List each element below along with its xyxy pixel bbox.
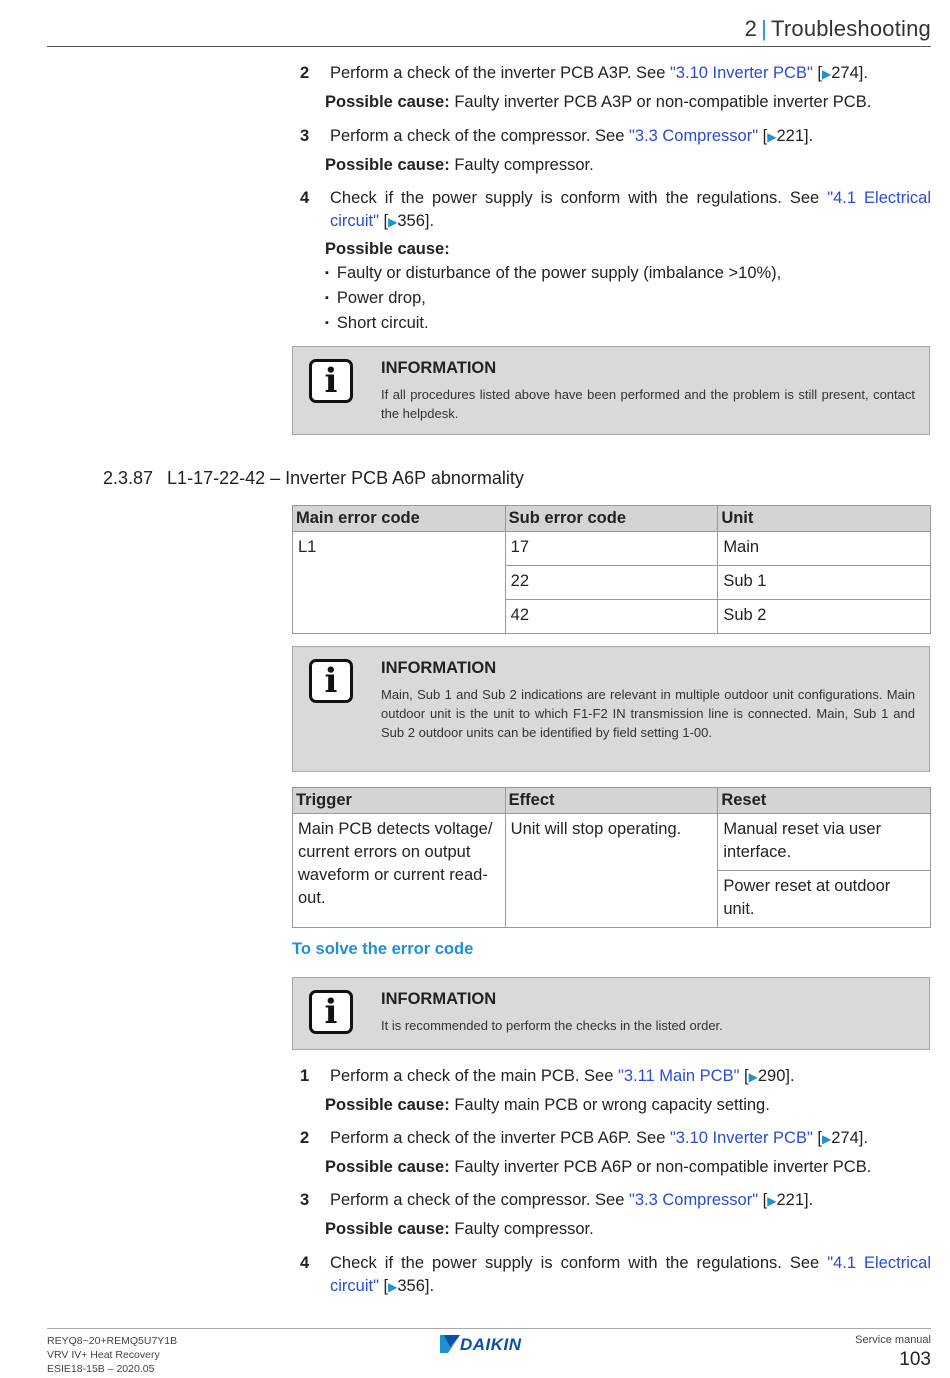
information-icon: i <box>309 659 353 703</box>
step-punct: . <box>863 64 868 82</box>
table-header-row <box>293 788 931 814</box>
step-number: 4 <box>300 1254 310 1272</box>
page-reference: 221 <box>776 1191 804 1209</box>
step-punct: . <box>429 1277 435 1295</box>
chapter-title: Troubleshooting <box>771 16 931 41</box>
possible-cause <box>325 1220 594 1239</box>
page-ref-arrow-icon: ▶ <box>388 1280 398 1294</box>
possible-cause <box>325 1096 770 1115</box>
information-text: It is recommended to perform the checks in the listed order. <box>381 1018 723 1033</box>
information-box <box>292 977 930 1050</box>
page-ref-arrow-icon: ▶ <box>388 215 398 229</box>
cause-text: Faulty compressor. <box>454 1220 594 1238</box>
cause-list <box>325 262 781 337</box>
cause-text: Faulty main PCB or wrong capacity setting. <box>454 1096 770 1114</box>
footer-doc-type: Service manual <box>855 1334 931 1346</box>
main-error-code-cell: L1 <box>293 532 506 634</box>
reset-cell: Manual reset via user interface. <box>718 814 931 871</box>
list-item: ▪ Short circuit. <box>325 312 781 337</box>
footer-rule <box>47 1328 931 1329</box>
column-header: Reset <box>718 788 931 814</box>
information-box <box>292 646 930 772</box>
page-reference: 274 <box>831 1129 859 1147</box>
footer-doc-id: ESIE18-15B – 2020.05 <box>47 1363 155 1375</box>
cause-label: Possible cause: <box>325 1220 450 1238</box>
list-item: ▪ Faulty or disturbance of the power supply (imbalance >10%), <box>325 262 781 287</box>
cross-reference-link[interactable]: "3.10 Inverter PCB" <box>669 64 813 82</box>
cause-text: Faulty inverter PCB A6P or non-compatible inverter PCB. <box>454 1158 872 1176</box>
chapter-number: 2 <box>744 16 758 41</box>
information-icon: i <box>309 359 353 403</box>
page-ref-arrow-icon: ▶ <box>822 1132 832 1146</box>
page-ref-arrow-icon: ▶ <box>767 1194 777 1208</box>
cause-text: Faulty compressor. <box>454 156 594 174</box>
section-heading <box>103 468 524 489</box>
step-text: Perform a check of the main PCB. See <box>330 1067 618 1085</box>
step-number: 1 <box>300 1067 310 1085</box>
step-punct: . <box>789 1067 795 1085</box>
page-number: 103 <box>899 1349 931 1370</box>
trigger-effect-reset-table <box>292 787 931 928</box>
cross-reference-link[interactable]: "4.1 Electrical circuit" <box>330 1254 931 1295</box>
column-header: Trigger <box>293 788 506 814</box>
column-header: Sub error code <box>505 506 718 532</box>
list-item: ▪ Power drop, <box>325 287 781 312</box>
step-punct: . <box>808 1191 814 1209</box>
footer-product: VRV IV+ Heat Recovery <box>47 1349 160 1361</box>
column-header: Main error code <box>293 506 506 532</box>
page-header <box>745 16 931 42</box>
cross-reference-link[interactable]: "3.3 Compressor" <box>628 1191 759 1209</box>
cause-label: Possible cause: <box>325 240 450 258</box>
sub-error-code-cell: 42 <box>505 600 718 634</box>
cause-label: Possible cause: <box>325 93 450 111</box>
header-separator: | <box>761 16 768 41</box>
solve-heading: To solve the error code <box>292 940 474 958</box>
step-number: 4 <box>300 189 310 207</box>
page-ref-arrow-icon: ▶ <box>767 130 777 144</box>
column-header: Unit <box>718 506 931 532</box>
step-text: Perform a check of the inverter PCB A3P. See <box>330 64 670 82</box>
step-text: Check if the power supply is conform with the regulations. See <box>330 1254 828 1272</box>
step-number: 3 <box>300 127 310 145</box>
page-reference: 356 <box>397 212 425 230</box>
table-header-row <box>293 506 931 532</box>
step-punct: . <box>863 1129 868 1147</box>
page-reference: 221 <box>776 127 804 145</box>
page-ref-arrow-icon: ▶ <box>748 1070 758 1084</box>
step-punct: . <box>429 212 435 230</box>
unit-cell: Sub 2 <box>718 600 931 634</box>
step-text: Perform a check of the compressor. See <box>330 127 629 145</box>
sub-error-code-cell: 22 <box>505 566 718 600</box>
table-row <box>293 814 931 871</box>
information-title: INFORMATION <box>381 659 497 677</box>
step-number: 3 <box>300 1191 310 1209</box>
page-ref-arrow-icon: ▶ <box>822 67 832 81</box>
cause-label: Possible cause: <box>325 1096 450 1114</box>
possible-cause <box>325 93 871 112</box>
cause-label: Possible cause: <box>325 1158 450 1176</box>
page-reference: 290 <box>757 1067 786 1085</box>
page-reference: 274 <box>831 64 859 82</box>
column-header: Effect <box>505 788 718 814</box>
information-text: If all procedures listed above have been performed and the problem is still present, contact the helpdesk. <box>381 387 915 421</box>
information-title: INFORMATION <box>381 990 497 1008</box>
footer-model: REYQ8~20+REMQ5U7Y1B <box>47 1335 178 1347</box>
step-text: Perform a check of the inverter PCB A6P. See <box>330 1129 670 1147</box>
possible-cause <box>325 1158 871 1177</box>
cause-label: Possible cause: <box>325 156 450 174</box>
error-code-table <box>292 505 931 634</box>
possible-cause <box>325 240 450 259</box>
cross-reference-link[interactable]: "3.10 Inverter PCB" <box>669 1129 813 1147</box>
page-reference: 356 <box>397 1277 425 1295</box>
unit-cell: Sub 1 <box>718 566 931 600</box>
information-box <box>292 346 930 435</box>
step-number: 2 <box>300 1129 310 1147</box>
step-number: 2 <box>300 64 310 82</box>
reset-cell: Power reset at outdoor unit. <box>718 871 931 928</box>
cross-reference-link[interactable]: "3.11 Main PCB" <box>617 1067 740 1085</box>
information-text: Main, Sub 1 and Sub 2 indications are relevant in multiple outdoor unit configurations. Main outdoor unit is the unit to which F1-F2 IN transmission line is connected. Main, Sub 1 and Sub 2 outdoor units can be identified by field setting 1-00. <box>381 687 915 740</box>
table-row <box>293 532 931 566</box>
sub-error-code-cell: 17 <box>505 532 718 566</box>
footer-document-info <box>47 1334 177 1376</box>
possible-cause <box>325 156 594 175</box>
daikin-logo-icon <box>438 1333 542 1355</box>
daikin-logo <box>438 1333 542 1360</box>
cross-reference-link[interactable]: "4.1 Electrical circuit" <box>330 189 931 230</box>
logo-wordmark: DAIKIN <box>460 1335 522 1354</box>
step-text: Perform a check of the compressor. See <box>330 1191 629 1209</box>
trigger-cell: Main PCB detects voltage/ current errors on output waveform or current read-out. <box>293 814 506 928</box>
step-punct: . <box>808 127 814 145</box>
section-number: 2.3.87 <box>103 468 154 488</box>
section-title: L1-17-22-42 – Inverter PCB A6P abnormality <box>167 468 524 488</box>
header-rule <box>47 46 931 47</box>
information-title: INFORMATION <box>381 359 497 377</box>
cross-reference-link[interactable]: "3.3 Compressor" <box>628 127 759 145</box>
information-icon: i <box>309 990 353 1034</box>
cause-text: Faulty inverter PCB A3P or non-compatible inverter PCB. <box>454 93 872 111</box>
unit-cell: Main <box>718 532 931 566</box>
effect-cell: Unit will stop operating. <box>505 814 718 928</box>
step-text: Check if the power supply is conform with the regulations. See <box>330 189 828 207</box>
